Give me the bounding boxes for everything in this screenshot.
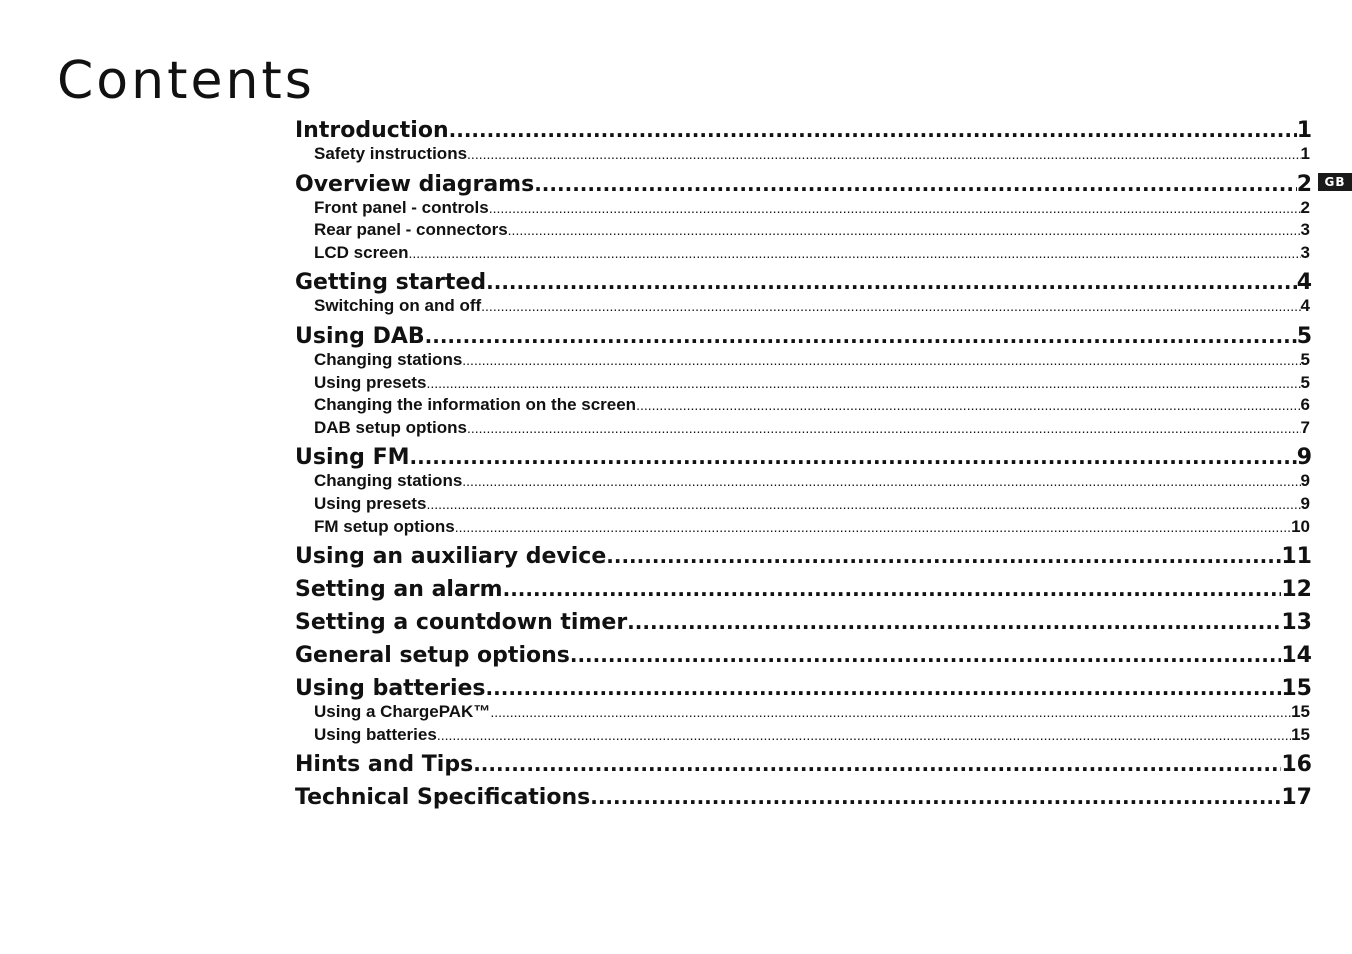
toc-subentry-page: 5 [1300,372,1310,392]
dot-leader [570,640,1282,670]
toc-entry-auxiliary-device[interactable] [295,541,1312,571]
toc-subentry-label: Using a ChargePAK™ [314,702,491,722]
dot-leader [486,267,1297,297]
toc-subentry-dab-using-presets[interactable] [295,372,1312,395]
toc-subentry-page: 9 [1300,471,1310,491]
toc-entry-label: Setting a countdown timer [295,610,628,636]
toc-entry-page: 11 [1281,544,1312,570]
toc-entry-page: 17 [1281,785,1312,811]
toc-subentry-label: LCD screen [314,242,409,262]
toc-entry-using-dab[interactable] [295,321,1312,351]
toc-subentry-using-batteries[interactable] [295,724,1312,747]
dot-leader [590,782,1281,812]
toc-entry-page: 2 [1296,171,1312,197]
toc-subentry-changing-screen-info[interactable] [295,394,1312,417]
toc-entry-label: Using DAB [295,323,425,349]
dot-leader [473,749,1281,779]
toc-entry-label: Using batteries [295,676,486,702]
toc-entry-page: 13 [1281,610,1312,636]
dot-leader [462,349,1300,372]
toc-subentry-dab-setup-options[interactable] [295,417,1312,440]
toc-subentry-label: Switching on and off [314,296,482,316]
toc-entry-label: Getting started [295,270,487,296]
toc-subentry-page: 1 [1300,144,1310,163]
toc-subentry-label: Safety instructions [314,144,468,163]
toc-subentry-rear-panel-connectors[interactable] [295,219,1312,242]
toc-subentry-label: Changing stations [314,349,463,369]
toc-entry-page: 16 [1281,752,1312,778]
dot-leader [467,417,1301,440]
dot-leader [627,607,1281,637]
toc-subentry-page: 5 [1300,349,1310,369]
dot-leader [408,242,1300,265]
toc-entry-page: 1 [1296,118,1312,143]
table-of-contents [295,115,1312,812]
toc-subentry-page: 4 [1300,296,1310,316]
toc-entry-page: 15 [1281,676,1312,702]
dot-leader [455,516,1291,539]
dot-leader [426,372,1300,395]
dot-leader [467,143,1300,166]
toc-entry-technical-specifications[interactable] [295,782,1312,812]
dot-leader [534,169,1296,199]
toc-subentry-label: FM setup options [314,516,455,536]
toc-subentry-page: 9 [1300,493,1310,513]
toc-entry-setting-an-alarm[interactable] [295,574,1312,604]
toc-entry-overview-diagrams[interactable] [295,169,1312,199]
dot-leader [503,574,1282,604]
toc-subentry-fm-setup-options[interactable] [295,516,1312,539]
dot-leader [486,673,1282,703]
toc-entry-label: Using FM [295,445,410,471]
toc-entry-introduction[interactable] [295,115,1312,145]
toc-subentry-page: 2 [1300,197,1310,217]
page-title: Contents [57,51,315,111]
toc-subentry-page: 10 [1291,516,1310,536]
toc-entry-hints-and-tips[interactable] [295,749,1312,779]
dot-leader [449,115,1297,145]
toc-entry-label: Using an auxiliary device [295,544,607,570]
toc-entry-label: Hints and Tips [295,752,474,778]
toc-entry-using-batteries[interactable] [295,673,1312,703]
toc-subentry-switching-on-and-off[interactable] [295,295,1312,318]
toc-subentry-label: Front panel - controls [314,197,489,217]
toc-subentry-page: 6 [1300,395,1310,415]
toc-subentry-label: DAB setup options [314,417,467,437]
toc-entry-page: 14 [1281,643,1312,669]
dot-leader [481,295,1300,318]
dot-leader [425,321,1297,351]
toc-subentry-label: Using batteries [314,724,437,744]
toc-subentry-fm-changing-stations[interactable] [295,470,1312,493]
dot-leader [410,442,1297,472]
toc-entry-label: Technical Specifications [295,785,591,811]
toc-subentry-page: 3 [1300,242,1310,262]
toc-subentry-fm-using-presets[interactable] [295,493,1312,516]
toc-entry-label: Overview diagrams [295,171,535,197]
toc-subentry-page: 3 [1300,220,1310,240]
toc-entry-using-fm[interactable] [295,442,1312,472]
dot-leader [490,701,1291,724]
dot-leader [606,541,1281,571]
toc-subentry-using-chargepak[interactable] [295,701,1312,724]
toc-subentry-page: 15 [1291,702,1310,722]
toc-entry-getting-started[interactable] [295,267,1312,297]
dot-leader [462,470,1300,493]
toc-subentry-label: Changing stations [314,471,463,491]
toc-entry-label: Introduction [295,118,449,143]
toc-entry-page: 12 [1281,577,1312,603]
toc-subentry-safety-instructions[interactable] [295,143,1312,166]
toc-entry-page: 9 [1296,445,1312,471]
dot-leader [508,219,1301,242]
toc-subentry-lcd-screen[interactable] [295,242,1312,265]
language-badge: GB [1318,173,1352,191]
toc-entry-label: General setup options [295,643,570,669]
dot-leader [437,724,1291,747]
dot-leader [636,394,1300,417]
toc-entry-page: 4 [1296,270,1312,296]
toc-subentry-label: Using presets [314,372,427,392]
dot-leader [489,197,1301,220]
toc-entry-general-setup-options[interactable] [295,640,1312,670]
toc-entry-countdown-timer[interactable] [295,607,1312,637]
toc-entry-page: 5 [1296,323,1312,349]
toc-subentry-label: Using presets [314,493,427,513]
toc-subentry-label: Rear panel - connectors [314,220,508,240]
toc-entry-label: Setting an alarm [295,577,503,603]
toc-subentry-page: 15 [1291,724,1310,744]
toc-subentry-front-panel-controls[interactable] [295,197,1312,220]
toc-subentry-page: 7 [1300,417,1310,437]
dot-leader [426,493,1300,516]
toc-subentry-dab-changing-stations[interactable] [295,349,1312,372]
toc-subentry-label: Changing the information on the screen [314,395,637,415]
